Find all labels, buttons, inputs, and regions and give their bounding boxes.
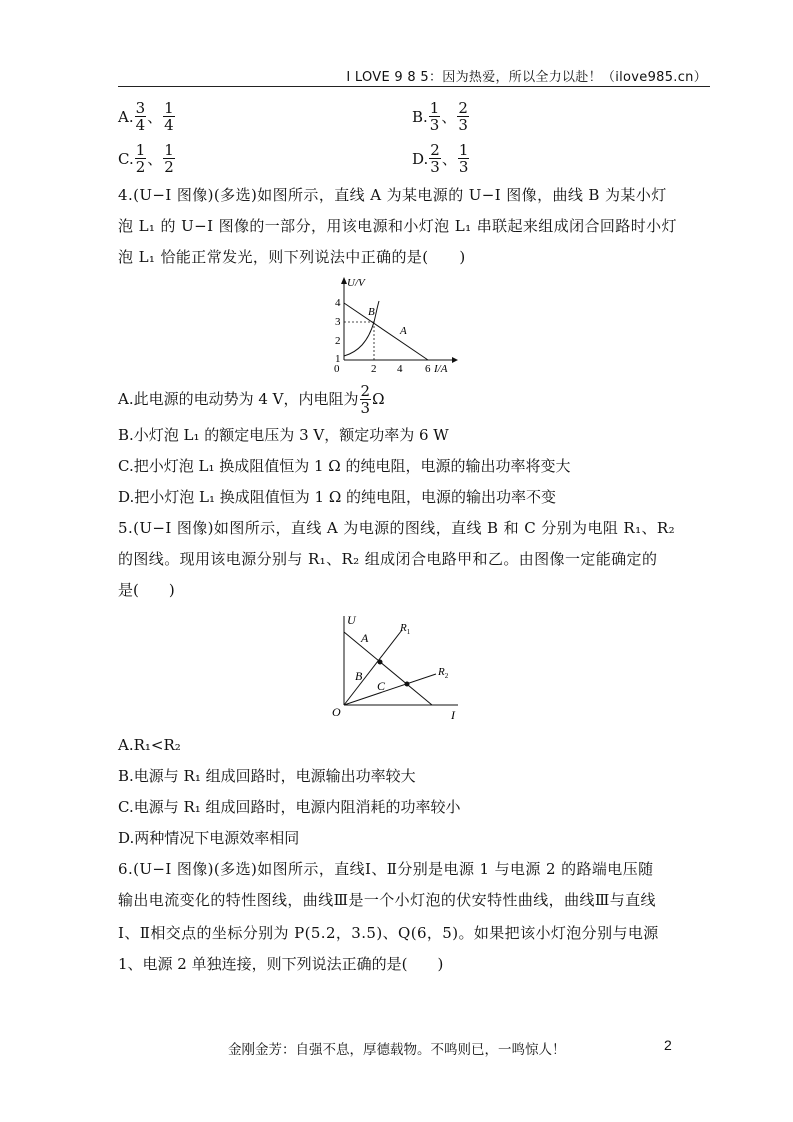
- r1-subscript: 1: [406, 628, 411, 636]
- q5-label-b: B: [355, 669, 363, 683]
- q4-y-tick: 3: [335, 316, 341, 328]
- r1-letter: R: [400, 622, 407, 634]
- q4-x-tick: 2: [371, 363, 377, 375]
- q4-option-b: B.小灯泡 L₁ 的额定电压为 3 V，额定功率为 6 W: [118, 426, 449, 444]
- q5-stem-line3: 是( ): [118, 581, 175, 599]
- fraction: [163, 142, 175, 175]
- option-letter: A.: [118, 107, 134, 126]
- q4-x-arrow: [452, 357, 458, 363]
- fraction: [429, 142, 441, 175]
- q5-option-c: C.电源与 R₁ 组成回路时，电源内阻消耗的功率较小: [118, 798, 461, 816]
- separator: 、: [147, 150, 163, 168]
- denominator: 2: [164, 158, 174, 176]
- denominator: 4: [135, 116, 146, 134]
- numerator: 3: [135, 99, 146, 117]
- option-letter: B.: [412, 107, 428, 126]
- header-rule: [118, 86, 710, 87]
- fraction: [360, 383, 372, 416]
- q6-stem-line3: Ⅰ、Ⅱ相交点的坐标分别为 P(5.2，3.5)、Q(6，5)。如果把该小灯泡分别与电源: [118, 924, 659, 942]
- option-text: A.此电源的电动势为 4 V，内电阻为: [118, 390, 359, 408]
- q4-x-tick: 4: [397, 363, 403, 375]
- q3-option-d: [412, 142, 470, 175]
- q5-label-r1: [399, 622, 411, 636]
- q4-option-a: [118, 383, 385, 416]
- q4-y-tick: 4: [335, 297, 341, 309]
- numerator: 2: [458, 99, 468, 117]
- numerator: 1: [164, 141, 174, 159]
- q5-label-c: C: [377, 679, 386, 693]
- q6-stem-line2: 输出电流变化的特性图线，曲线Ⅲ是一个小灯泡的伏安特性曲线，曲线Ⅲ与直线: [118, 891, 656, 909]
- q4-x-tick: 6: [425, 363, 431, 375]
- fraction: [457, 100, 469, 133]
- r2-subscript: 2: [444, 672, 449, 680]
- denominator: 3: [429, 116, 440, 134]
- q5-origin-label: O: [332, 705, 341, 719]
- q5-intersection-b: [378, 660, 383, 665]
- q3-option-c: [118, 142, 176, 175]
- denominator: 3: [360, 399, 371, 417]
- q5-option-d: D.两种情况下电源效率相同: [118, 829, 300, 847]
- q5-stem-line2: 的图线。现用该电源分别与 R₁、R₂ 组成闭合电路甲和乙。由图像一定能确定的: [118, 550, 658, 568]
- q6-stem-line1: 6.(U−I 图像)(多选)如图所示，直线Ⅰ、Ⅱ分别是电源 1 与电源 2 的路端电压随: [118, 860, 654, 878]
- q5-graph: [328, 612, 468, 722]
- fraction: [429, 100, 441, 133]
- fraction: [135, 142, 147, 175]
- option-letter: D.: [412, 149, 429, 168]
- denominator: 3: [458, 116, 468, 134]
- numerator: 1: [458, 141, 469, 159]
- separator: 、: [441, 108, 457, 126]
- fraction: [135, 100, 147, 133]
- q3-option-a: [118, 100, 176, 133]
- q6-stem-line4: 1、电源 2 单独连接，则下列说法正确的是( ): [118, 955, 444, 973]
- q4-x-label: I/A: [434, 363, 448, 375]
- q4-x-tick: 0: [334, 363, 340, 375]
- q4-y-tick: 2: [335, 335, 341, 347]
- q4-option-d: D.把小灯泡 L₁ 换成阻值恒为 1 Ω 的纯电阻，电源的输出功率不变: [118, 488, 557, 506]
- q4-line-a: [344, 303, 428, 360]
- separator: 、: [441, 150, 457, 168]
- page-number: 2: [664, 1037, 672, 1053]
- q5-u-label: U: [347, 613, 356, 627]
- page-header: I LOVE 9 8 5：因为热爱，所以全力以赴！（ilove985.cn）: [346, 70, 707, 85]
- separator: 、: [147, 108, 163, 126]
- denominator: 3: [458, 158, 469, 176]
- q5-i-label: I: [451, 708, 455, 722]
- denominator: 4: [164, 116, 174, 134]
- q4-graph: [330, 274, 460, 378]
- q5-option-b: B.电源与 R₁ 组成回路时，电源输出功率较大: [118, 767, 416, 785]
- q3-option-b: [412, 100, 470, 133]
- q4-option-c: C.把小灯泡 L₁ 换成阻值恒为 1 Ω 的纯电阻，电源的输出功率将变大: [118, 457, 571, 475]
- q5-intersection-c: [405, 682, 410, 687]
- q4-y-tick: 1: [335, 353, 341, 365]
- q5-option-a: A.R₁<R₂: [118, 736, 181, 754]
- r2-letter: R: [438, 666, 445, 678]
- denominator: 2: [135, 158, 146, 176]
- q4-label-b: B: [368, 306, 375, 318]
- q5-label-a: A: [361, 631, 369, 645]
- fraction: [458, 142, 470, 175]
- numerator: 2: [360, 382, 371, 400]
- numerator: 2: [430, 141, 440, 159]
- option-unit: Ω: [372, 390, 385, 408]
- footer-motto: 金刚金芳：自强不息，厚德载物。不鸣则已，一鸣惊人！: [228, 1042, 566, 1058]
- q4-label-a: A: [400, 325, 407, 337]
- numerator: 1: [135, 141, 146, 159]
- q4-y-label: U/V: [347, 277, 365, 289]
- q5-label-r2: [437, 666, 449, 680]
- q4-stem: 4.(U−I 图像)(多选)如图所示，直线 A 为某电源的 U−I 图像，曲线 B 为某小灯泡 L₁ 的 U−I 图像的一部分，用该电源和小灯泡 L₁ 串联起来组成闭合回路时小灯泡 L₁ 恰能正常发光，则下列说法中正确的是( ): [118, 186, 677, 266]
- q5-stem-line1: 5.(U−I 图像)如图所示，直线 A 为电源的图线，直线 B 和 C 分别为电阻 R₁、R₂: [118, 519, 676, 537]
- option-letter: C.: [118, 149, 134, 168]
- numerator: 1: [164, 99, 174, 117]
- numerator: 1: [429, 99, 440, 117]
- fraction: [163, 100, 175, 133]
- denominator: 3: [430, 158, 440, 176]
- q5-line-r1: [344, 630, 402, 705]
